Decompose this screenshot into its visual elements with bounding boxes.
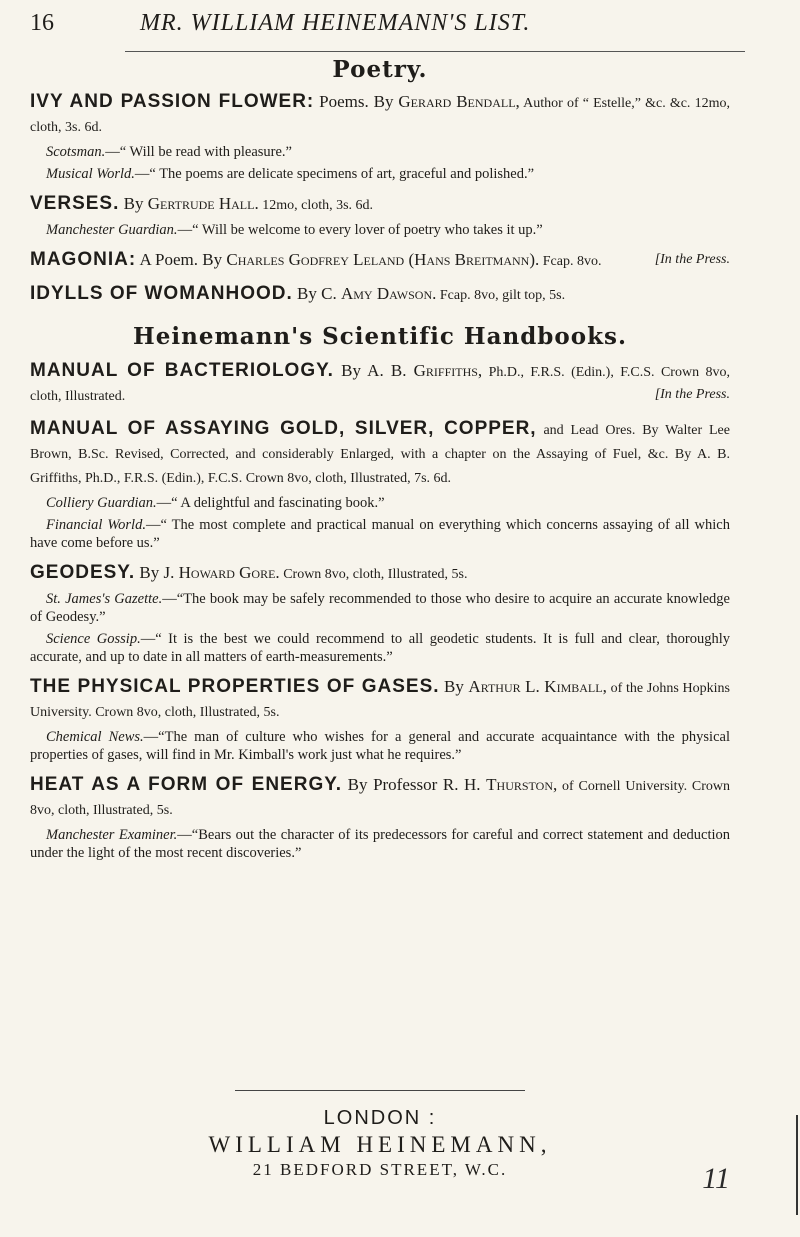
book-author: Charles Godfrey Leland (Hans Breitmann). — [226, 250, 540, 269]
book-publication-details: and Lead Ores. By Walter Lee Brown, B.Sc. Revised, Corrected, and considerably Enlarged, with a chapter on the Assaying of Fuel, &c. By A. B. Griffiths, Ph.D., F.R.S. (Edin.), F.C.S. Crown 8vo, cloth, Illustrated, 7s. 6d. — [30, 423, 730, 486]
book-publication-details: 12mo, cloth, 3s. 6d. — [258, 198, 374, 213]
review-source: Chemical News. — [46, 729, 144, 745]
book-title: GEODESY. — [30, 562, 136, 583]
publisher-footer — [30, 1090, 730, 1180]
section-title-scientific-handbooks: Heinemann's Scientific Handbooks. — [133, 323, 627, 350]
entry-heading — [30, 283, 730, 307]
page-content — [30, 56, 730, 872]
page-header — [30, 10, 730, 44]
book-entry — [30, 774, 730, 862]
book-publication-details: Crown 8vo, cloth, Illustrated, 5s. — [279, 567, 468, 582]
in-press-note: [In the Press. — [654, 387, 730, 402]
footer-city: LONDON : — [323, 1107, 437, 1129]
review-source: Manchester Guardian. — [46, 222, 178, 238]
entry-heading — [30, 249, 730, 273]
review-source: St. James's Gazette. — [46, 591, 163, 607]
entry-heading — [30, 360, 730, 408]
section-title-poetry: Poetry. — [332, 56, 428, 83]
review-source: Musical World. — [46, 166, 135, 182]
book-author: Amy Dawson. — [340, 284, 437, 303]
book-publication-details: Ph.D., F.R.S. (Edin.), F.C.S. Crown 8vo, cloth, Illustrated. — [30, 365, 730, 404]
book-publication-details: of the Johns Hopkins University. Crown 8vo, cloth, Illustrated, 5s. — [30, 681, 731, 720]
footer-rule — [235, 1090, 525, 1091]
review-quote — [30, 494, 730, 512]
review-text: —“Bears out the character of its predecessors for careful and correct statement and deduction under the light of the most recent discoveries.” — [30, 827, 730, 861]
review-text: —“ The most complete and practical manual on everything which concerns assaying of all which have come before us.” — [30, 517, 730, 551]
entry-heading — [30, 193, 730, 217]
book-author: Howard Gore. — [178, 563, 280, 582]
review-text: —“ It is the best we could recommend to all geodetic students. It is full and clear, thoroughly accurate, and up to date in all matters of earth-measurements.” — [30, 631, 730, 665]
review-text: —“ Will be welcome to every lover of poetry who takes it up.” — [177, 222, 543, 238]
review-source: Scotsman. — [46, 144, 106, 160]
book-title: IDYLLS OF WOMANHOOD. — [30, 283, 293, 304]
header-rule — [125, 51, 745, 52]
book-title: THE PHYSICAL PROPERTIES OF GASES. — [30, 676, 440, 697]
review-text: —“The book may be safely recommended to those who desire to acquire an accurate knowledge of Geodesy.” — [30, 591, 730, 625]
footer-address: 21 BEDFORD STREET, W.C. — [252, 1160, 508, 1179]
review-source: Manchester Examiner. — [46, 827, 178, 843]
book-descriptor: By — [439, 677, 469, 696]
book-entry — [30, 249, 730, 273]
page-edge-line — [796, 1115, 798, 1215]
entry-heading — [30, 562, 730, 586]
book-author: Gerard Bendall, — [398, 92, 520, 111]
book-entry — [30, 193, 730, 239]
review-text: —“ A delightful and fascinating book.” — [156, 495, 385, 511]
book-author: Thurston, — [486, 775, 558, 794]
book-entry — [30, 676, 730, 764]
book-title: MAGONIA: — [30, 249, 137, 270]
book-entry — [30, 283, 730, 307]
book-entry — [30, 91, 730, 183]
book-title: MANUAL OF BACTERIOLOGY. — [30, 360, 334, 381]
review-quote — [30, 143, 730, 161]
book-author: Griffiths, — [413, 361, 483, 380]
review-quote — [30, 221, 730, 239]
book-author: Gertrude Hall. — [147, 194, 259, 213]
book-descriptor: By — [119, 194, 148, 213]
book-title: MANUAL OF ASSAYING GOLD, SILVER, COPPER, — [30, 418, 537, 439]
book-descriptor: A Poem. By — [136, 250, 227, 269]
entry-heading — [30, 91, 730, 139]
book-author: Arthur L. Kimball, — [468, 677, 607, 696]
footer-publisher: WILLIAM HEINEMANN, — [208, 1132, 552, 1157]
review-text: —“ The poems are delicate specimens of art, graceful and polished.” — [134, 166, 535, 182]
book-entry — [30, 418, 730, 552]
review-quote — [30, 826, 730, 862]
book-title: IVY AND PASSION FLOWER: — [30, 91, 315, 112]
handwritten-mark: 11 — [702, 1162, 730, 1195]
entry-heading — [30, 418, 730, 490]
review-quote — [30, 728, 730, 764]
book-entry — [30, 360, 730, 408]
review-quote — [30, 516, 730, 552]
review-text: —“ Will be read with pleasure.” — [105, 144, 292, 160]
book-descriptor: By Professor R. H. — [342, 775, 487, 794]
book-publication-details: Fcap. 8vo, gilt top, 5s. — [436, 288, 566, 303]
book-descriptor: By C. — [292, 284, 341, 303]
book-publication-details: of Cornell University. Crown 8vo, cloth, Illustrated, 5s. — [30, 779, 731, 818]
in-press-note: [In the Press. — [654, 252, 730, 267]
review-quote — [30, 590, 730, 626]
running-title: MR. WILLIAM HEINEMANN'S LIST. — [140, 10, 531, 36]
review-source: Colliery Guardian. — [46, 495, 157, 511]
book-title: HEAT AS A FORM OF ENERGY. — [30, 774, 343, 795]
book-descriptor: Poems. By — [314, 92, 399, 111]
review-text: —“The man of culture who wishes for a general and accurate acquaintance with the physical properties of gases, will find in Mr. Kimball's work just what he requires.” — [30, 729, 730, 763]
review-source: Science Gossip. — [46, 631, 141, 647]
book-descriptor: By J. — [135, 563, 179, 582]
entry-heading — [30, 774, 730, 822]
review-quote — [30, 165, 730, 183]
review-quote — [30, 630, 730, 666]
book-publication-details: Author of “ Estelle,” &c. &c. 12mo, cloth, 3s. 6d. — [30, 96, 730, 135]
book-title: VERSES. — [30, 193, 120, 214]
entry-heading — [30, 676, 730, 724]
book-publication-details: Fcap. 8vo. — [539, 254, 602, 269]
review-source: Financial World. — [46, 517, 146, 533]
page-number: 16 — [30, 10, 54, 36]
book-descriptor: By A. B. — [333, 361, 414, 380]
book-entry — [30, 562, 730, 666]
